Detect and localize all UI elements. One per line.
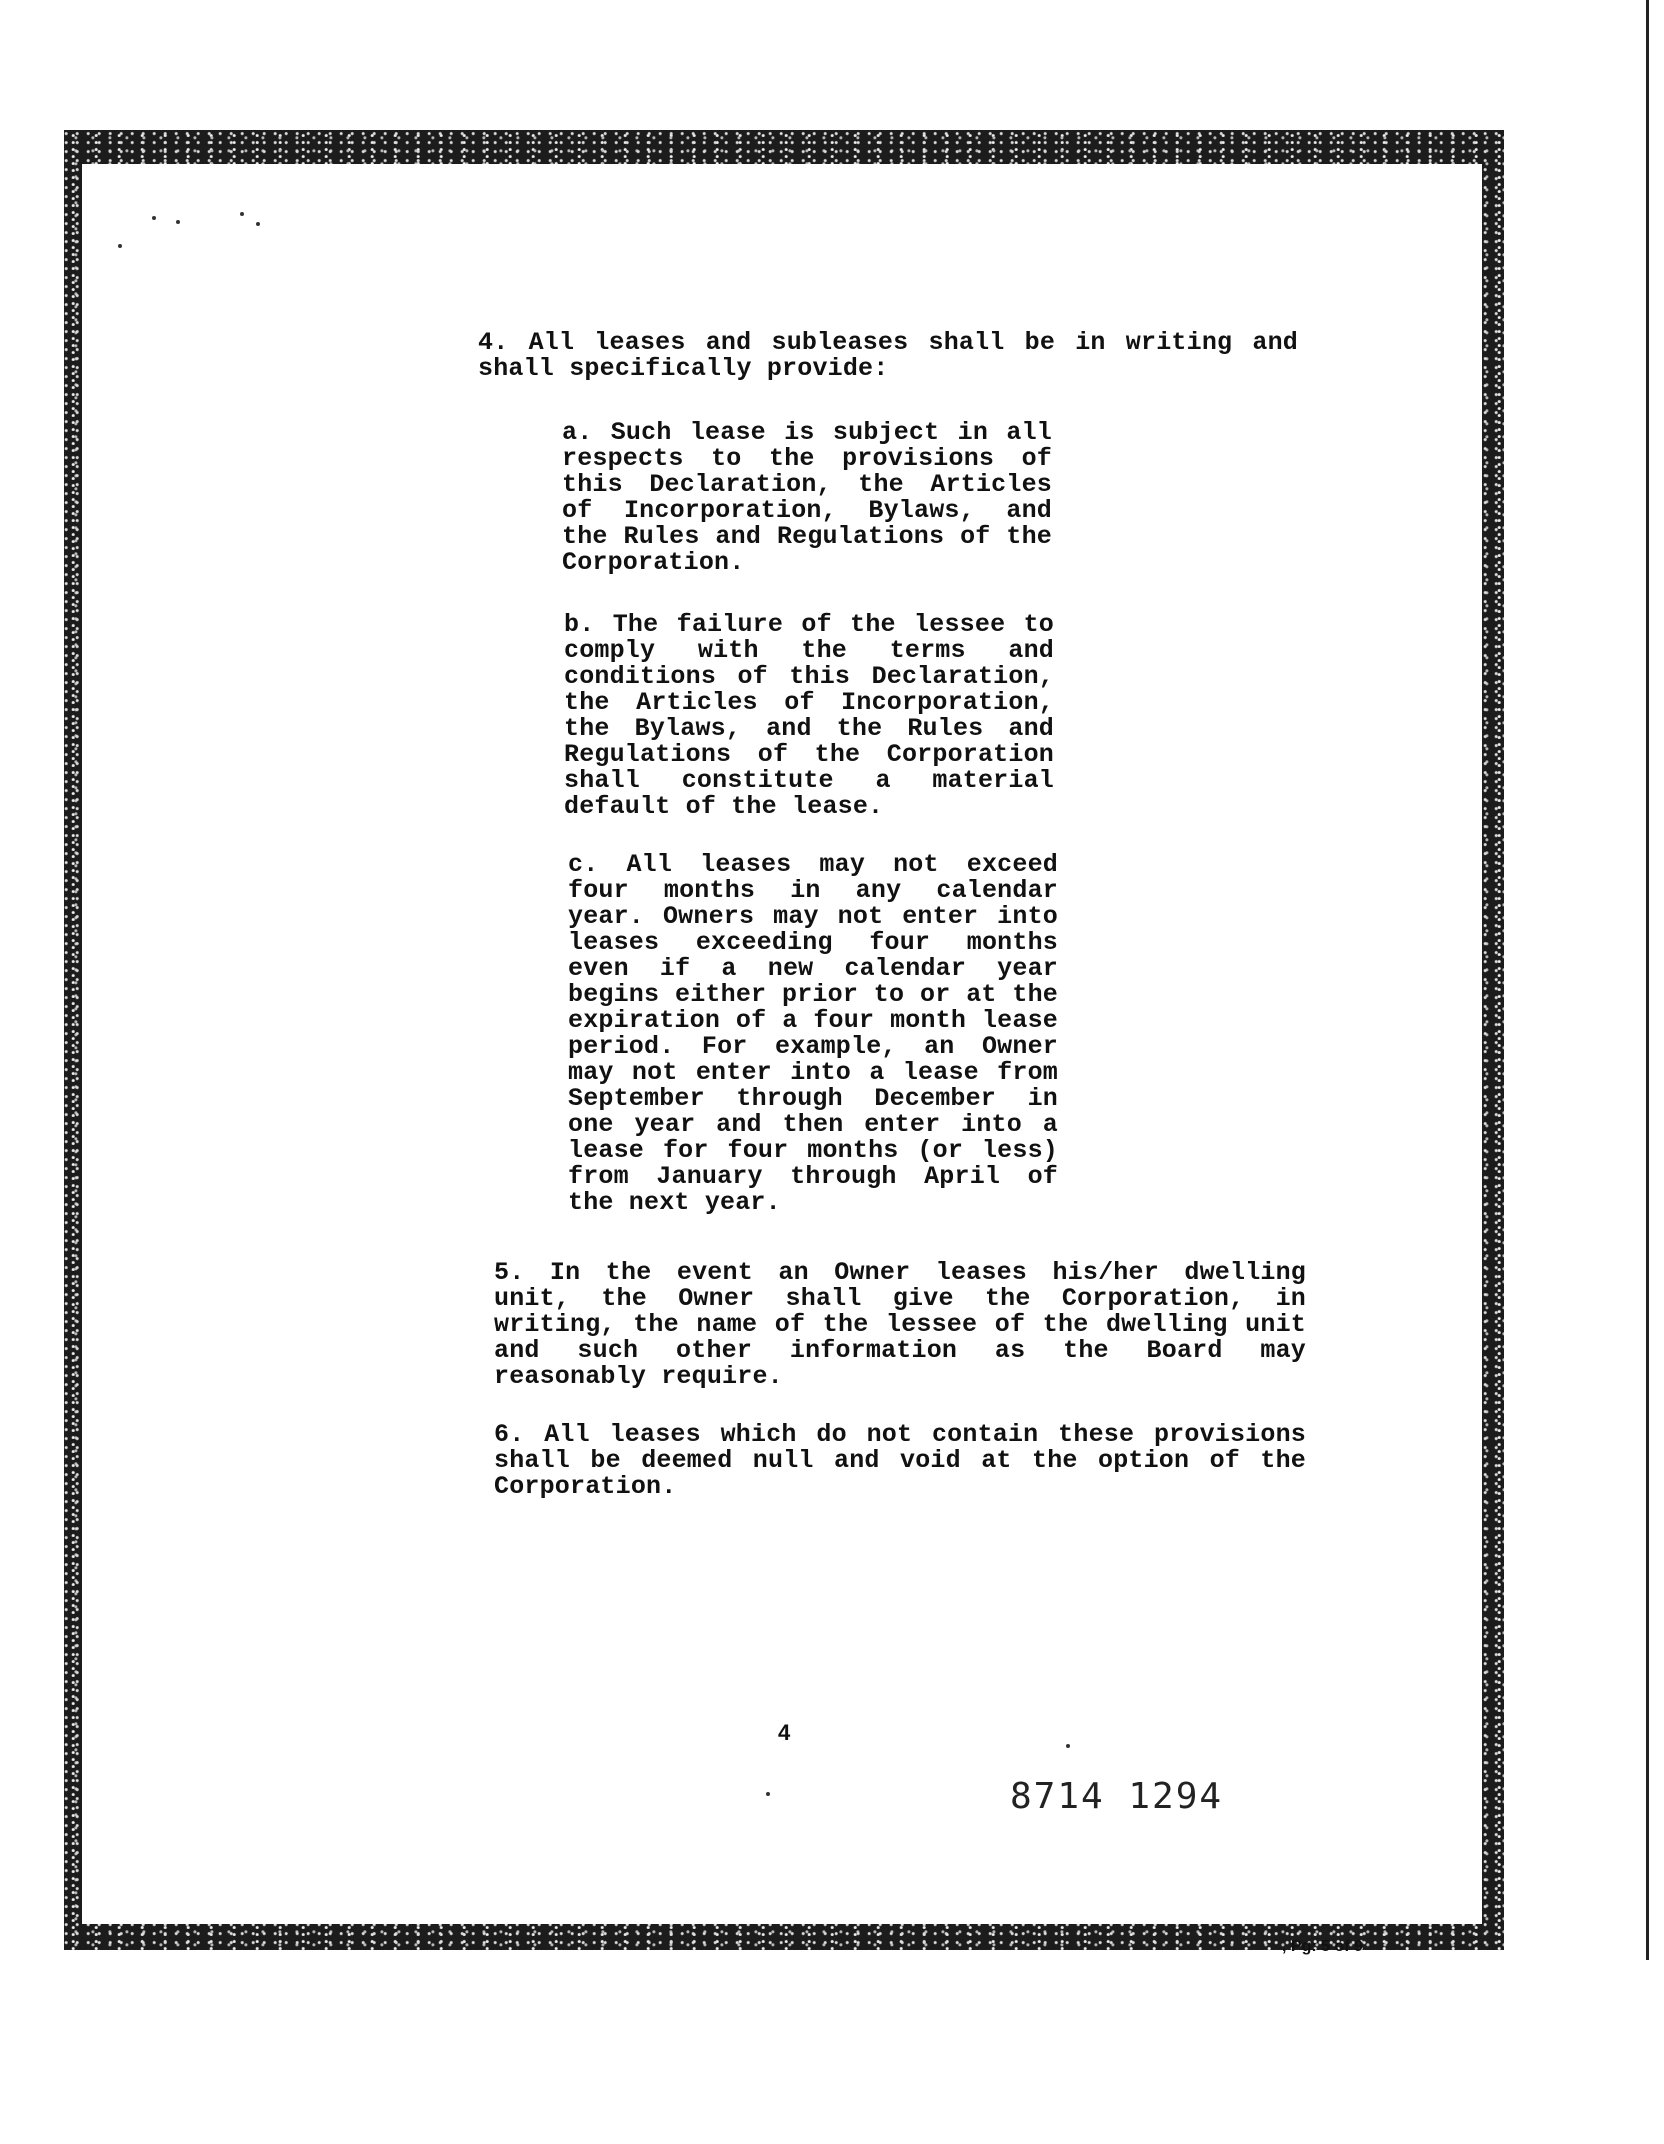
paragraph-4: 4. All leases and subleases shall be in writing and shall specifically provide: [478, 328, 1298, 383]
subparagraph-b: b. The failure of the lessee to comply with the terms and conditions of this Declaration, the Articles of Incorporation, the Bylaws, and the Rules and Regulations of the Corporation shall constitute a material default of the lease. [564, 610, 1054, 821]
scan-speck [256, 222, 260, 226]
scan-speck [176, 220, 180, 224]
subparagraph-c: c. All leases may not exceed four months in any calendar year. Owners may not enter into leases exceeding four months even if a new calendar year begins either prior to or at the expiration of a four month lease period. For example, an Owner may not enter into a lease from September through December in one year and then enter into a lease for four months (or less) from January through April of the next year. [568, 850, 1058, 1217]
paragraph-6: 6. All leases which do not contain these provisions shall be deemed null and void at the option of the Corporation. [494, 1420, 1306, 1501]
book-page-stamp: 8714 1294 [1010, 1776, 1224, 1817]
scan-speck [1066, 1744, 1070, 1748]
paragraph-5: 5. In the event an Owner leases his/her dwelling unit, the Owner shall give the Corporation, in writing, the name of the lessee of the dwelling unit and such other information as the Board may reasonably require. [494, 1258, 1306, 1391]
scan-speck [240, 212, 244, 216]
scan-speck [118, 244, 122, 248]
scan-speck [766, 1792, 770, 1796]
scan-edge-line [1646, 0, 1649, 1960]
page-number: 4 [778, 1720, 791, 1745]
subparagraph-a: a. Such lease is subject in all respects to the provisions of this Declaration, the Articles of Incorporation, Bylaws, and the Rules and Regulations of the Corporation. [562, 418, 1052, 577]
page-count-label: , Pg: 5 of 9 [1282, 1938, 1363, 1955]
scan-speck [152, 216, 156, 220]
